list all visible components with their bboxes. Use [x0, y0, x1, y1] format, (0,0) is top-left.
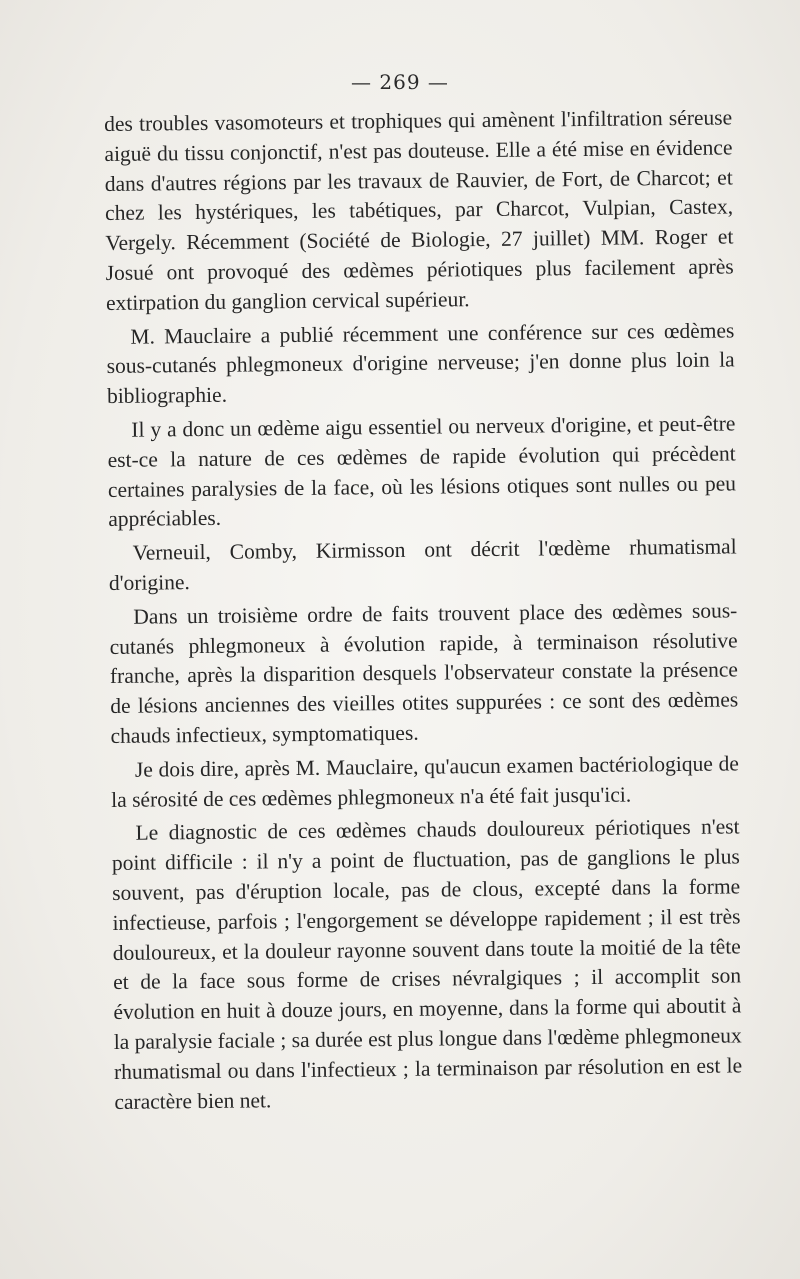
body-text — [104, 103, 743, 1117]
paragraph-1: des troubles vasomoteurs et trophiques qui amènent l'infiltration séreuse aiguë du tissu conjonctif, n'est pas douteuse. Elle a été mise en évidence dans d'autres régions par les travaux de Rauvier, de Fort, de Charcot; et chez les hystériques, les tabétiques, par Charcot, Vulpian, Castex, Vergely. Récemment (Société de Biologie, 27 juillet) MM. Roger et Josué ont provoqué des œdèmes périotiques plus facilement après extirpation du ganglion cervical supérieur. — [104, 105, 734, 315]
page-number: — 269 — — [351, 70, 449, 94]
paragraph-5: Dans un troisième ordre de faits trouvent place des œdèmes sous-cutanés phlegmoneux à évolution rapide, à terminaison résolutive franche, après la disparition desquels l'observateur constate la présence de lésions anciennes des vieilles otites suppurées : ce sont des œdèmes chauds infectieux, symptomatiques. — [109, 598, 739, 748]
paragraph-3: Il y a donc un œdème aigu essentiel ou nerveux d'origine, et peut-être est-ce la nature de ces œdèmes de rapide évolution qui précèdent certaines paralysies de la face, où les lésions otiques sont nulles ou peu appréciables. — [107, 411, 737, 532]
paragraph-2: M. Mauclaire a publié récemment une conférence sur ces œdèmes sous-cutanés phlegmoneux d'origine nerveuse; j'en donne plus loin la bibliographie. — [106, 317, 735, 409]
paragraph-6: Je dois dire, après M. Mauclaire, qu'aucun examen bactériologique de la sérosité de ces œdèmes phlegmoneux n'a été fait jusqu'ici. — [111, 751, 739, 812]
paragraph-4: Verneuil, Comby, Kirmisson ont décrit l'œdème rhumatismal d'origine. — [108, 534, 737, 595]
paragraph-7: Le diagnostic de ces œdèmes chauds douloureux périotiques n'est point difficile : il n'y a point de fluctuation, pas de ganglions le plus souvent, pas d'éruption locale, pas de clous, excepté dans la forme infectieuse, parfois ; l'engorgement se développe rapidement ; il est très douloureux, et la douleur rayonne souvent dans toute la moitié de la tête et de la face sous forme de crises névralgiques ; il accomplit son évolution en huit à douze jours, en moyenne, dans la forme qui aboutit à la paralysie faciale ; sa durée est plus longue dans l'œdème phlegmoneux rhumatismal ou dans l'infectieux ; la terminaison par résolution en est le caractère bien net. — [111, 814, 743, 1114]
